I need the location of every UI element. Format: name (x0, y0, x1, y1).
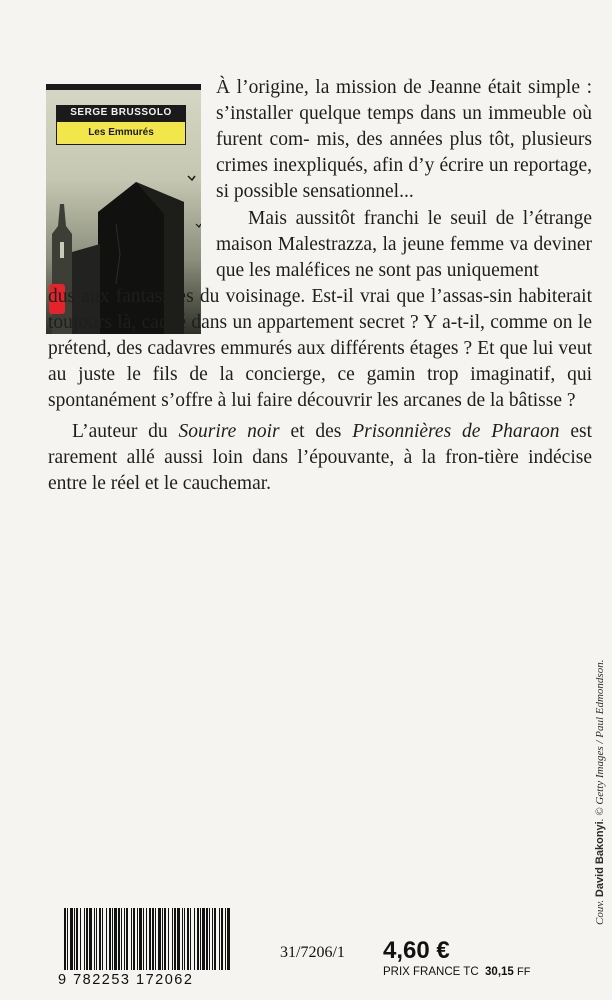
p2-line: l’étrange maison Malestrazza, la (216, 208, 592, 255)
price-ff-unit: FF (517, 966, 531, 978)
p1-line: était simple : s’installer quelque temps (216, 77, 592, 124)
price-euro: 4,60 € (383, 937, 450, 964)
cover-title: Les Emmurés (56, 121, 186, 145)
credit-prefix: Couv. (594, 897, 606, 925)
p2-line: Mais aussitôt franchi le seuil de (248, 208, 523, 229)
cover-credit (594, 660, 606, 925)
barcode (62, 908, 234, 970)
paragraph-3 (48, 419, 592, 497)
p3-text-e: est rarement allé aussi loin dans l’épouvante, à la fron-tière indécise entre le réel et le cauchemar. (48, 421, 592, 494)
price-ff: 30,15 (485, 966, 514, 978)
p2-line: jeune femme va deviner que les (216, 234, 592, 281)
p1-line: À l’origine, la mission de Jeanne (216, 77, 488, 98)
p1-line: mis, des années plus tôt, plusieurs (316, 129, 592, 150)
price-label: PRIX FRANCE TC (383, 966, 479, 978)
p1-line: un reportage, si possible sensationnel... (216, 155, 592, 202)
cover-author: SERGE BRUSSOLO (56, 105, 186, 121)
paragraph-2-continued: dus aux fantasmes du voisinage. Est-il vrai que l’assas-sin habiterait toujours là, caché dans un appartement secret ? Y a-t-il, comme on le prétend, des cadavres emmurés aux différents étages ? Et que lui veut au juste le fils de la concierge, ce gamin trop imaginatif, qui spontanément s’offre à lui faire découvrir les arcanes de la bâtisse ? (48, 286, 592, 411)
paragraph-1 (216, 75, 592, 205)
price-france (383, 966, 530, 978)
book-title-sourire-noir: Sourire noir (178, 421, 280, 442)
isbn-number: 9 782253 172062 (58, 972, 194, 988)
p2-line: maléfices ne sont pas uniquement (275, 260, 539, 281)
credit-suffix: . © Getty Images / Paul Edmondson. (594, 659, 606, 822)
catalog-code: 31/7206/1 (280, 944, 345, 961)
p3-text-c: et des (279, 421, 353, 442)
book-title-prisonnieres: Prisonnières de Pharaon (352, 421, 560, 442)
p1-line: dans un immeuble où furent com- (216, 103, 592, 150)
p3-text-a: L’auteur du (72, 421, 179, 442)
p1-line: crimes inexpliqués, afin d’y écrire (216, 155, 489, 176)
blurb-text (48, 75, 592, 497)
paragraph-2 (216, 206, 592, 284)
credit-designer: David Bakonyi (594, 821, 606, 898)
